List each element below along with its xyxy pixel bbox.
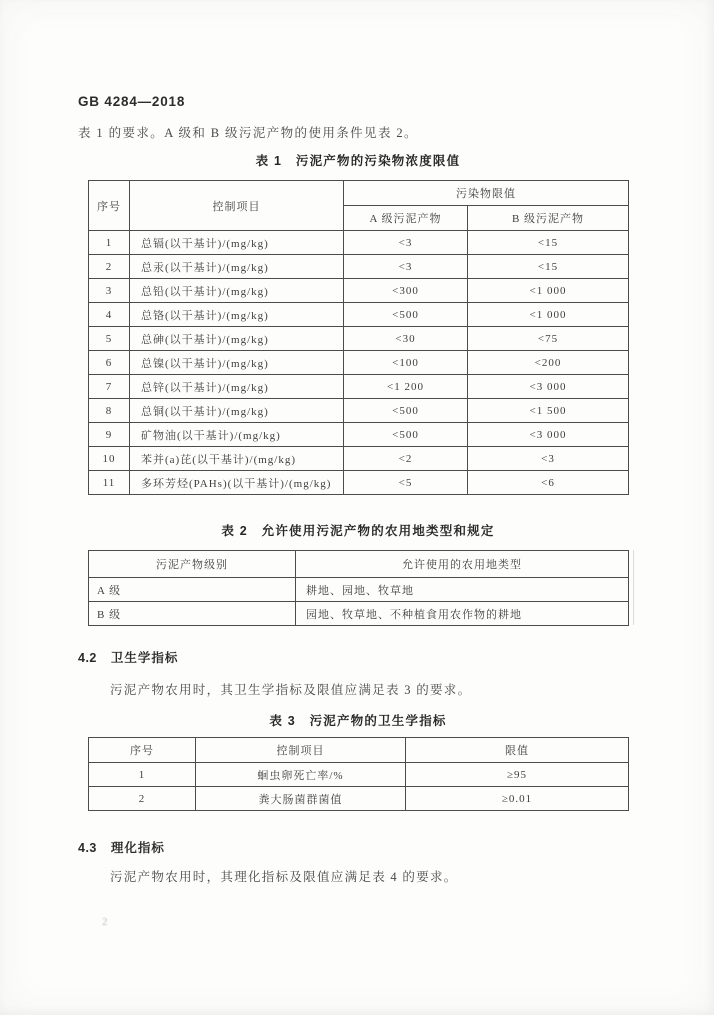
cell-b: <1 500	[468, 399, 629, 423]
cell-item: 总铜(以干基计)/(mg/kg)	[130, 399, 344, 423]
table-row	[89, 763, 629, 787]
cell-seq: 3	[89, 279, 130, 303]
table-row	[89, 787, 629, 811]
standard-number: GB 4284—2018	[78, 94, 186, 109]
cell-seq: 7	[89, 375, 130, 399]
table-row	[89, 578, 629, 602]
table1-header-grade-a: A 级污泥产物	[344, 206, 468, 231]
table-row	[89, 423, 629, 447]
cell-seq: 11	[89, 471, 130, 495]
cell-grade: A 级	[89, 578, 296, 602]
section-number: 4.3	[78, 841, 97, 855]
table2-header-grade: 污泥产物级别	[89, 551, 296, 578]
cell-seq: 1	[89, 231, 130, 255]
cell-b: <75	[468, 327, 629, 351]
cell-seq: 6	[89, 351, 130, 375]
cell-land: 园地、牧草地、不种植食用农作物的耕地	[296, 602, 629, 626]
cell-item: 总镉(以干基计)/(mg/kg)	[130, 231, 344, 255]
cell-b: <1 000	[468, 279, 629, 303]
page-number: 2	[102, 916, 108, 928]
cell-a: <300	[344, 279, 468, 303]
section-title: 卫生学指标	[110, 651, 179, 665]
cell-item: 苯并(a)芘(以干基计)/(mg/kg)	[130, 447, 344, 471]
cell-item: 总汞(以干基计)/(mg/kg)	[130, 255, 344, 279]
cell-seq: 1	[89, 763, 196, 787]
cell-a: <3	[344, 255, 468, 279]
table-row	[89, 231, 629, 255]
table1-header-grade-b: B 级污泥产物	[468, 206, 629, 231]
cell-b: <6	[468, 471, 629, 495]
section-heading-4-2	[78, 648, 178, 666]
section-number: 4.2	[78, 651, 97, 665]
table1-header-item: 控制项目	[130, 181, 344, 231]
table-row	[89, 471, 629, 495]
cell-seq: 10	[89, 447, 130, 471]
cell-item: 总锌(以干基计)/(mg/kg)	[130, 375, 344, 399]
table2-header-land: 允许使用的农用地类型	[296, 551, 629, 578]
cell-grade: B 级	[89, 602, 296, 626]
cell-a: <5	[344, 471, 468, 495]
intro-paragraph: 表 1 的要求。A 级和 B 级污泥产物的使用条件见表 2。	[78, 126, 418, 140]
cell-item: 总砷(以干基计)/(mg/kg)	[130, 327, 344, 351]
cell-a: <500	[344, 303, 468, 327]
cell-a: <100	[344, 351, 468, 375]
cell-item: 粪大肠菌群菌值	[196, 787, 406, 811]
cell-item: 总铬(以干基计)/(mg/kg)	[130, 303, 344, 327]
cell-b: <15	[468, 255, 629, 279]
cell-item: 矿物油(以干基计)/(mg/kg)	[130, 423, 344, 447]
cell-item: 总铅(以干基计)/(mg/kg)	[130, 279, 344, 303]
cell-b: <15	[468, 231, 629, 255]
pollutant-limits-table	[88, 180, 629, 495]
table-row	[89, 447, 629, 471]
cell-seq: 5	[89, 327, 130, 351]
cell-seq: 2	[89, 787, 196, 811]
section-title: 理化指标	[110, 841, 165, 855]
table1-title: 表 1 污泥产物的污染物浓度限值	[255, 154, 461, 168]
table3-header-item: 控制项目	[196, 738, 406, 763]
table1-header-seq: 序号	[89, 181, 130, 231]
cell-b: <3 000	[468, 423, 629, 447]
cell-a: <30	[344, 327, 468, 351]
cell-b: <3	[468, 447, 629, 471]
table-row	[89, 375, 629, 399]
table-row	[89, 351, 629, 375]
table3-title: 表 3 污泥产物的卫生学指标	[269, 714, 447, 728]
table3-header-limit: 限值	[406, 738, 629, 763]
cell-item: 蛔虫卵死亡率/%	[196, 763, 406, 787]
cell-item: 多环芳烃(PAHs)(以干基计)/(mg/kg)	[130, 471, 344, 495]
table-row	[89, 279, 629, 303]
table-row	[89, 602, 629, 626]
cell-a: <3	[344, 231, 468, 255]
cell-a: <1 200	[344, 375, 468, 399]
cell-seq: 8	[89, 399, 130, 423]
cell-limit: ≥95	[406, 763, 629, 787]
section-paragraph-4-3: 污泥产物农用时，其理化指标及限值应满足表 4 的要求。	[110, 870, 458, 884]
farmland-types-table	[88, 550, 629, 626]
table-row	[89, 327, 629, 351]
hygienic-indicators-table	[88, 737, 629, 811]
table-row	[89, 255, 629, 279]
table-row	[89, 399, 629, 423]
cell-land: 耕地、园地、牧草地	[296, 578, 629, 602]
table2-title: 表 2 允许使用污泥产物的农用地类型和规定	[221, 524, 495, 538]
section-heading-4-3	[78, 838, 165, 856]
cell-a: <500	[344, 423, 468, 447]
scan-artifact	[633, 550, 634, 625]
table3-header-seq: 序号	[89, 738, 196, 763]
table1-header-limit-group: 污染物限值	[344, 181, 629, 206]
table-row	[89, 303, 629, 327]
cell-limit: ≥0.01	[406, 787, 629, 811]
cell-a: <500	[344, 399, 468, 423]
cell-a: <2	[344, 447, 468, 471]
cell-seq: 2	[89, 255, 130, 279]
section-paragraph-4-2: 污泥产物农用时，其卫生学指标及限值应满足表 3 的要求。	[110, 683, 472, 697]
cell-b: <200	[468, 351, 629, 375]
cell-b: <1 000	[468, 303, 629, 327]
cell-seq: 9	[89, 423, 130, 447]
cell-seq: 4	[89, 303, 130, 327]
cell-item: 总镍(以干基计)/(mg/kg)	[130, 351, 344, 375]
cell-b: <3 000	[468, 375, 629, 399]
